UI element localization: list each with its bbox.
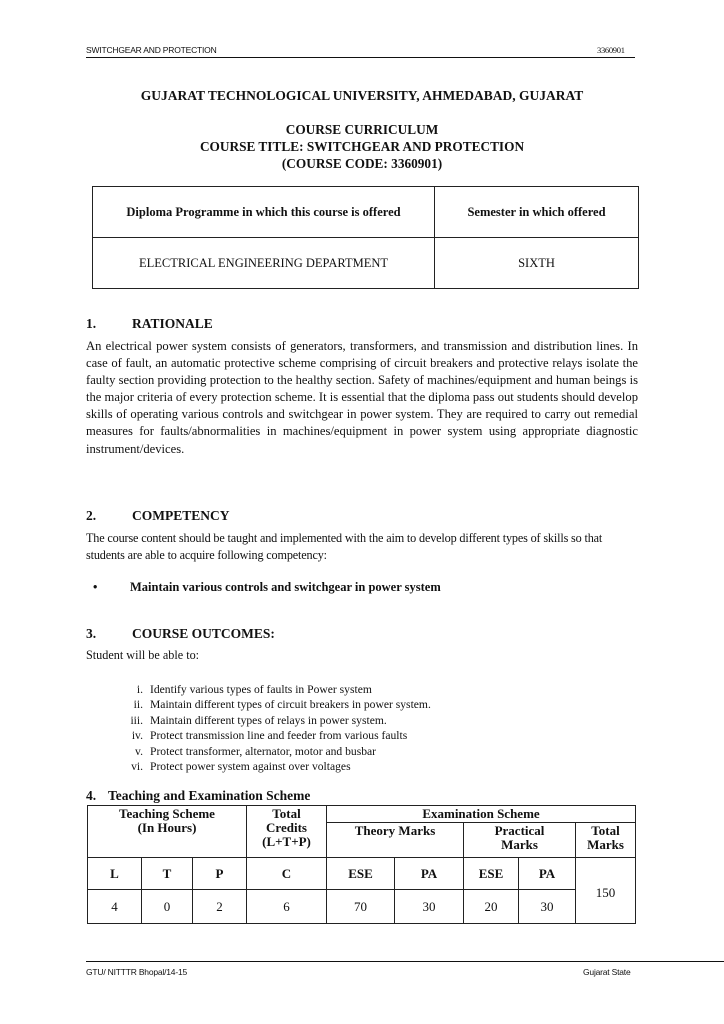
col-theory-ese: ESE <box>327 858 395 890</box>
section-heading-rationale <box>86 316 213 332</box>
value-theory-ese: 70 <box>327 890 395 924</box>
total-credits-header <box>247 806 327 858</box>
list-item <box>86 697 431 712</box>
section-number: 2. <box>86 508 97 523</box>
list-item-text: Maintain different types of circuit breakers in power system. <box>150 698 431 712</box>
col-p: P <box>193 858 247 890</box>
section-number: 3. <box>86 626 97 641</box>
competency-bullet-text: Maintain various controls and switchgear in power system <box>130 580 441 594</box>
list-item-number: ii. <box>133 698 143 712</box>
competency-text: The course content should be taught and implemented with the aim to develop different types of skills so that students are able to acquire following competency: <box>86 531 603 562</box>
total-marks-header <box>576 823 636 858</box>
list-item <box>86 682 431 697</box>
bullet-icon: • <box>93 580 98 594</box>
value-p: 2 <box>193 890 247 924</box>
programme-header: Diploma Programme in which this course is offered <box>93 187 435 238</box>
practical-marks-header <box>464 823 576 858</box>
value-l: 4 <box>88 890 142 924</box>
col-t: T <box>142 858 193 890</box>
semester-header: Semester in which offered <box>435 187 639 238</box>
teaching-scheme-label: Teaching Scheme <box>119 806 215 821</box>
section-heading-competency <box>86 508 230 524</box>
total-credits-label: Total <box>272 806 301 821</box>
list-item-number: v. <box>135 744 143 758</box>
competency-bullet <box>93 580 441 595</box>
scheme-table <box>87 805 636 924</box>
list-item-number: vi. <box>131 760 143 774</box>
section-heading-outcomes <box>86 626 275 642</box>
value-theory-pa: 30 <box>395 890 464 924</box>
programme-table <box>92 186 639 289</box>
programme-value: ELECTRICAL ENGINEERING DEPARTMENT <box>93 238 435 289</box>
list-item-number: iv. <box>131 729 143 743</box>
list-item-text: Protect power system against over voltages <box>150 760 351 774</box>
examination-scheme-header: Examination Scheme <box>327 806 636 823</box>
col-theory-pa: PA <box>395 858 464 890</box>
total-credits-label: Credits <box>266 820 307 835</box>
table-header-row <box>93 187 639 238</box>
section-title: RATIONALE <box>132 316 213 331</box>
table-row <box>88 890 636 924</box>
university-title: GUJARAT TECHNOLOGICAL UNIVERSITY, AHMEDABAD, GUJARAT <box>140 88 584 103</box>
col-c: C <box>247 858 327 890</box>
list-item-text: Maintain different types of relays in power system. <box>150 713 387 727</box>
footer-right: Gujarat State <box>583 967 631 977</box>
section-title: Teaching and Examination Scheme <box>108 788 311 803</box>
course-code: (COURSE CODE: 3360901) <box>281 156 443 171</box>
rationale-text: An electrical power system consists of generators, transformers, and transmission and distribution lines. In case of fault, an automatic protective scheme comprising of circuit breakers and protective relays isolate the faulty section providing protection to the healthy section. Safety of machines/equipment and human beings is the major criteria of every protection scheme. It is essential that the diploma pass out students should develop skills of operating various controls and switchgear in power system. They are required to carry out remedial measures for faults/abnormalities in machines/equipment in power system using appropriate diagnostic instrument/devices. <box>86 339 638 456</box>
list-item-number: i. <box>136 683 143 696</box>
section-number: 1. <box>86 316 97 331</box>
teaching-scheme-header <box>88 806 247 858</box>
table-header-row <box>88 858 636 890</box>
list-item-text: Protect transformer, alternator, motor and busbar <box>150 744 377 758</box>
course-curriculum-heading: COURSE CURRICULUM <box>285 122 439 137</box>
col-practical-ese: ESE <box>464 858 519 890</box>
list-item-number: iii. <box>130 713 143 727</box>
practical-marks-label: Marks <box>501 837 538 852</box>
practical-marks-label: Practical <box>494 823 545 838</box>
value-practical-pa: 30 <box>519 890 576 924</box>
course-title: COURSE TITLE: SWITCHGEAR AND PROTECTION <box>199 139 525 154</box>
total-marks-label: Marks <box>587 837 624 852</box>
section-title: COMPETENCY <box>132 508 230 523</box>
total-marks-label: Total <box>591 823 620 838</box>
list-item <box>86 713 431 728</box>
outcomes-list <box>86 682 431 774</box>
teaching-unit-label: (In Hours) <box>137 820 197 835</box>
value-t: 0 <box>142 890 193 924</box>
table-row <box>93 238 639 289</box>
outcomes-intro: Student will be able to: <box>86 648 200 662</box>
theory-marks-header: Theory Marks <box>327 823 464 858</box>
footer-left: GTU/ NITTTR Bhopal/14-15 <box>86 967 188 977</box>
running-header-title: SWITCHGEAR AND PROTECTION <box>86 45 217 55</box>
value-c: 6 <box>247 890 327 924</box>
section-title: COURSE OUTCOMES: <box>132 626 275 641</box>
section-number: 4. <box>86 788 97 803</box>
grand-total-value: 150 <box>576 858 636 924</box>
semester-value: SIXTH <box>435 238 639 289</box>
list-item <box>86 744 431 759</box>
list-item <box>86 728 431 743</box>
list-item-text: Identify various types of faults in Power system <box>150 683 372 696</box>
value-practical-ese: 20 <box>464 890 519 924</box>
col-l: L <box>88 858 142 890</box>
total-credits-formula: (L+T+P) <box>262 834 311 849</box>
header-rule <box>86 57 635 58</box>
section-heading-scheme <box>86 788 310 804</box>
list-item <box>86 759 431 774</box>
running-header-code: 3360901 <box>597 45 625 55</box>
col-practical-pa: PA <box>519 858 576 890</box>
footer-rule <box>86 961 724 962</box>
list-item-text: Protect transmission line and feeder from various faults <box>150 729 408 743</box>
